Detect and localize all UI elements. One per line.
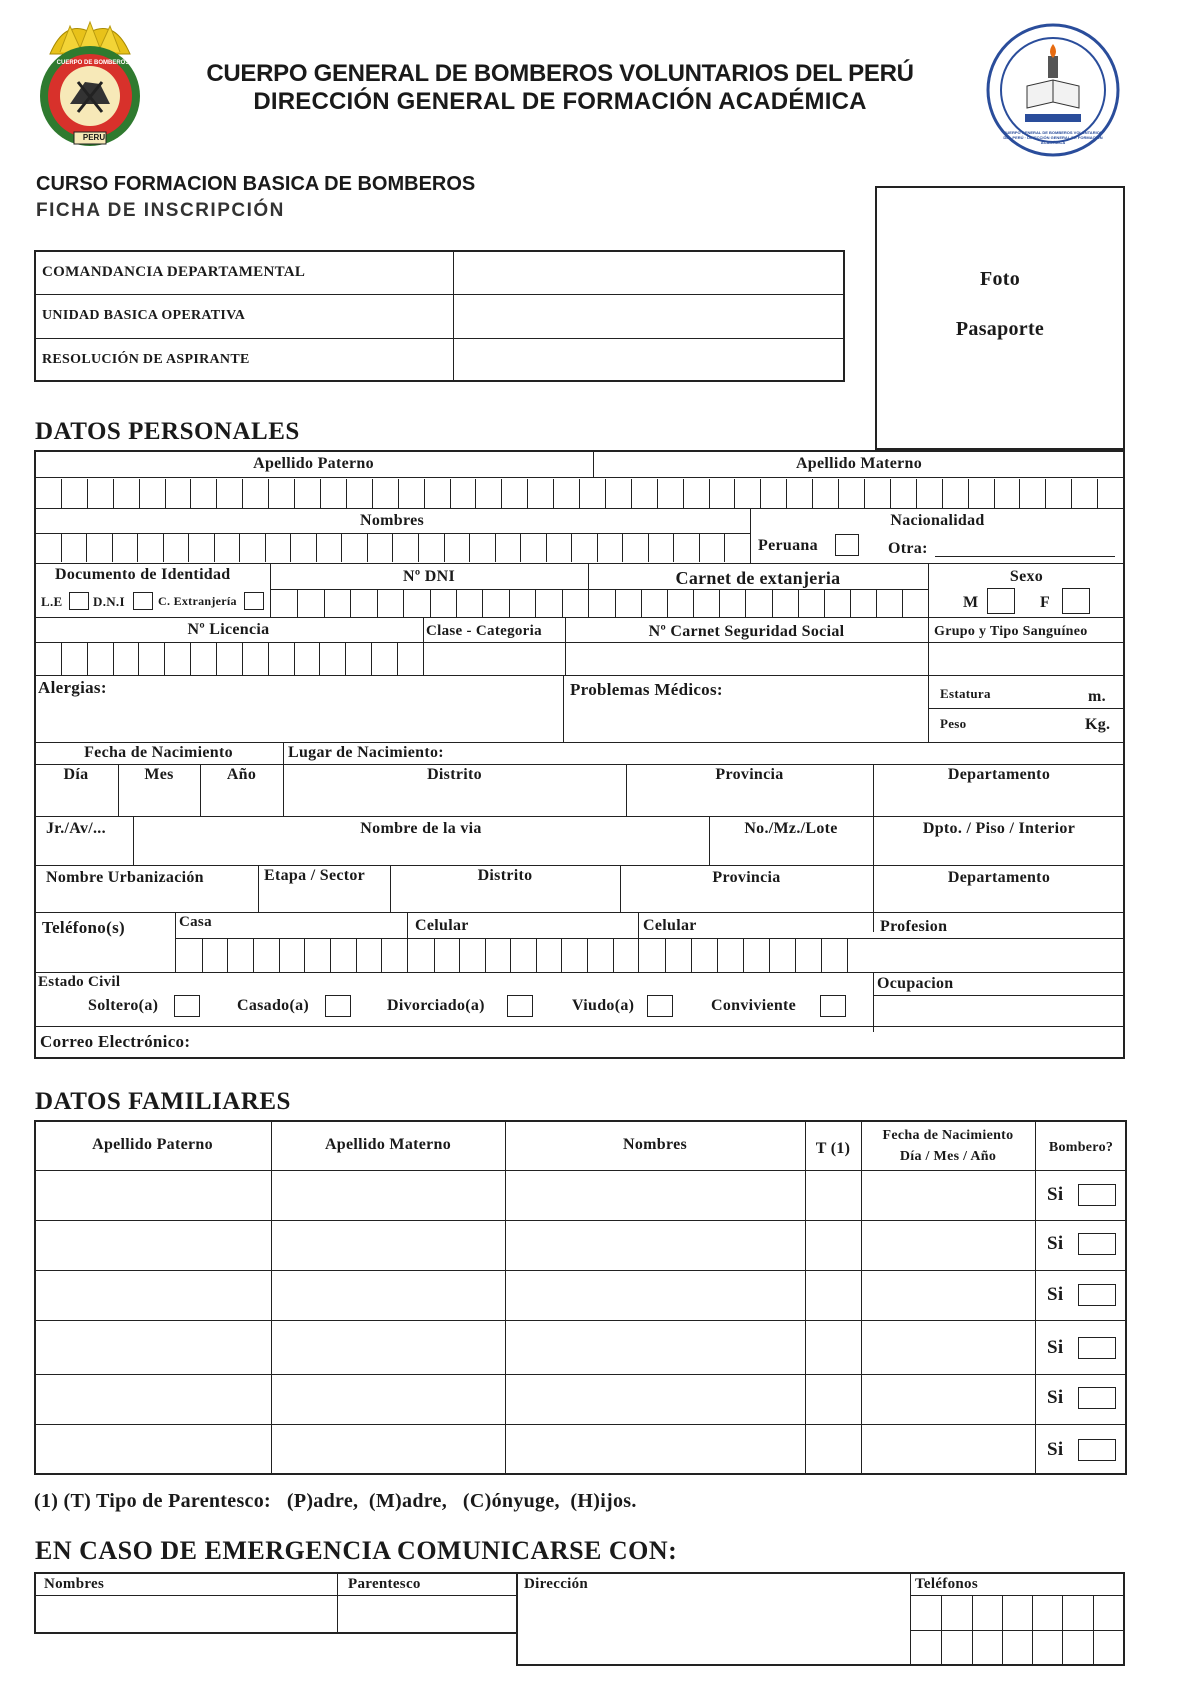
telefonos-label: Teléfono(s) <box>42 918 125 937</box>
fam-col-paterno: Apellido Paterno <box>92 1136 213 1153</box>
comandancia-input[interactable] <box>456 252 843 292</box>
otra-input[interactable] <box>935 556 1115 557</box>
resolucion-input[interactable] <box>456 340 843 380</box>
personal-title: DATOS PERSONALES <box>35 418 300 445</box>
ocupacion-label: Ocupacion <box>877 975 954 992</box>
photo-label-1: Foto <box>979 268 1021 290</box>
apellido-paterno-label: Apellido Paterno <box>253 455 374 472</box>
profesion-label: Profesion <box>880 918 948 935</box>
soltero-label: Soltero(a) <box>88 997 159 1014</box>
problemas-label: Problemas Médicos: <box>570 680 723 699</box>
fam-col-t: T (1) <box>815 1140 851 1157</box>
clase-label: Clase - Categoria <box>426 623 542 639</box>
peruana-checkbox[interactable] <box>835 534 859 556</box>
correo-input[interactable] <box>220 1030 1120 1056</box>
fam-col-bombero: Bombero? <box>1048 1140 1114 1155</box>
profesion-input[interactable] <box>875 940 1123 970</box>
estatura-unit: m. <box>1088 688 1106 705</box>
dni-label: D.N.I <box>93 594 125 609</box>
seguro-label: Nº Carnet Seguridad Social <box>648 623 845 640</box>
casado-checkbox[interactable] <box>325 995 351 1017</box>
tel-casa-cells[interactable] <box>177 939 407 972</box>
carnet-ext-label: Carnet de extanjeria <box>675 568 841 588</box>
emerg-telefonos-label: Teléfonos <box>915 1576 978 1592</box>
fam-col-fecha1: Fecha de Nacimiento <box>882 1128 1014 1143</box>
si-checkbox[interactable] <box>1078 1233 1116 1255</box>
sexo-f-checkbox[interactable] <box>1062 588 1090 614</box>
si-label: Si <box>1047 1439 1064 1460</box>
via-tipo-label: Jr./Av/... <box>46 820 106 837</box>
photo-label-2: Pasaporte <box>955 318 1045 340</box>
estatura-label: Estatura <box>940 686 991 701</box>
sangre-label: Grupo y Tipo Sanguíneo <box>934 624 1088 639</box>
apellidos-cells[interactable] <box>36 479 1123 508</box>
celular2-label: Celular <box>643 917 697 934</box>
problemas-input[interactable] <box>568 702 923 738</box>
casa-label: Casa <box>179 914 212 930</box>
viudo-label: Viudo(a) <box>572 997 635 1014</box>
fam-row[interactable] <box>36 1376 1033 1422</box>
dni-cells[interactable] <box>272 590 588 617</box>
emerg-parentesco-input[interactable] <box>339 1597 516 1632</box>
tel-celular1-cells[interactable] <box>409 939 638 972</box>
viudo-checkbox[interactable] <box>647 995 673 1017</box>
nac-departamento-label: Departamento <box>947 766 1051 783</box>
nacionalidad-label: Nacionalidad <box>890 512 985 529</box>
conviviente-label: Conviviente <box>711 997 797 1014</box>
logo-left-sub: PERU <box>82 133 106 142</box>
otra-label: Otra: <box>888 540 928 557</box>
familiares-title: DATOS FAMILIARES <box>35 1088 291 1115</box>
licencia-cells[interactable] <box>36 643 423 675</box>
via-nombre-label: Nombre de la via <box>360 820 482 837</box>
dia-label: Día <box>63 766 89 783</box>
alergias-label: Alergias: <box>38 678 107 697</box>
logo-right-ring-text: CUERPO GENERAL DE BOMBEROS VOLUNTARIOS DEL PERÚ · DIRECCIÓN GENERAL DE FORMACIÓN ACADÉMICA <box>1003 130 1103 145</box>
si-checkbox[interactable] <box>1078 1184 1116 1206</box>
si-checkbox[interactable] <box>1078 1337 1116 1359</box>
si-label: Si <box>1047 1284 1064 1305</box>
fam-col-fecha2: Día / Mes / Año <box>899 1149 997 1164</box>
course-title: CURSO FORMACION BASICA DE BOMBEROS <box>36 173 476 195</box>
cext-label: C. Extranjería <box>158 594 237 608</box>
si-label: Si <box>1047 1233 1064 1254</box>
divorciado-checkbox[interactable] <box>507 995 533 1017</box>
licencia-label: Nº Licencia <box>187 621 270 638</box>
ndni-label: Nº DNI <box>403 568 455 585</box>
cext-checkbox[interactable] <box>244 592 264 610</box>
seguro-input[interactable] <box>567 644 927 674</box>
resolucion-label: RESOLUCIÓN DE ASPIRANTE <box>42 352 250 367</box>
dpto-label: Dpto. / Piso / Interior <box>922 820 1076 837</box>
si-checkbox[interactable] <box>1078 1439 1116 1461</box>
carnet-ext-cells[interactable] <box>590 590 928 617</box>
tel-celular2-cells[interactable] <box>640 939 873 972</box>
dni-checkbox[interactable] <box>133 592 153 610</box>
si-label: Si <box>1047 1387 1064 1408</box>
emerg-direccion-input[interactable] <box>518 1597 908 1664</box>
course-subtitle: FICHA DE INSCRIPCIÓN <box>36 200 285 221</box>
mes-label: Mes <box>144 766 174 783</box>
si-checkbox[interactable] <box>1078 1284 1116 1306</box>
fam-row[interactable] <box>36 1426 1033 1473</box>
si-label: Si <box>1047 1184 1064 1205</box>
sexo-m-label: M <box>963 594 979 611</box>
ubo-label: UNIDAD BASICA OPERATIVA <box>42 308 246 323</box>
emerg-nombres-label: Nombres <box>44 1576 105 1592</box>
peso-unit: Kg. <box>1085 716 1111 733</box>
fecha-nac-label: Fecha de Nacimiento <box>84 744 233 761</box>
logo-left-ring-text: CUERPO DE BOMBEROS <box>56 60 130 66</box>
dom-provincia-label: Provincia <box>712 869 781 886</box>
sexo-label: Sexo <box>1009 568 1044 585</box>
header-line2: DIRECCIÓN GENERAL DE FORMACIÓN ACADÉMICA <box>253 88 867 115</box>
alergias-input[interactable] <box>38 700 558 738</box>
etapa-label: Etapa / Sector <box>264 867 366 884</box>
urbanizacion-label: Nombre Urbanización <box>46 869 204 886</box>
fam-col-nombres: Nombres <box>622 1136 688 1153</box>
correo-label: Correo Electrónico: <box>40 1032 191 1051</box>
fam-row[interactable] <box>36 1272 1033 1318</box>
parentesco-note: (1) (T) Tipo de Parentesco: (P)adre, (M)adre, (C)ónyuge, (H)ijos. <box>34 1490 637 1512</box>
soltero-checkbox[interactable] <box>174 995 200 1017</box>
dom-distrito-label: Distrito <box>477 867 533 884</box>
si-label: Si <box>1047 1337 1064 1358</box>
nombres-cells[interactable] <box>36 534 750 562</box>
dom-departamento-label: Departamento <box>947 869 1051 886</box>
comandancia-label: COMANDANCIA DEPARTAMENTAL <box>42 264 306 280</box>
casado-label: Casado(a) <box>237 997 310 1014</box>
sexo-m-checkbox[interactable] <box>987 588 1015 614</box>
emergencia-title: EN CASO DE EMERGENCIA COMUNICARSE CON: <box>35 1536 678 1565</box>
emerg-parentesco-label: Parentesco <box>348 1576 421 1592</box>
nac-provincia-label: Provincia <box>715 766 784 783</box>
emerg-tel-cells-1[interactable] <box>912 1596 1123 1630</box>
nombres-label: Nombres <box>359 512 425 529</box>
fam-row[interactable] <box>36 1172 1033 1218</box>
anio-label: Año <box>226 766 257 783</box>
peso-label: Peso <box>940 716 967 731</box>
documento-label: Documento de Identidad <box>55 566 231 583</box>
emerg-direccion-label: Dirección <box>524 1576 589 1592</box>
sexo-f-label: F <box>1040 594 1051 611</box>
le-label: L.E <box>41 594 63 609</box>
header-line1: CUERPO GENERAL DE BOMBEROS VOLUNTARIOS DEL PERÚ <box>206 60 914 87</box>
divorciado-label: Divorciado(a) <box>387 997 485 1014</box>
conviviente-checkbox[interactable] <box>820 995 846 1017</box>
estado-civil-label: Estado Civil <box>38 974 121 990</box>
peruana-label: Peruana <box>758 537 818 554</box>
fam-row[interactable] <box>36 1322 1033 1372</box>
lugar-nac-label: Lugar de Nacimiento: <box>288 744 444 761</box>
fam-row[interactable] <box>36 1222 1033 1268</box>
apellido-materno-label: Apellido Materno <box>795 455 923 472</box>
emerg-nombres-input[interactable] <box>36 1597 335 1632</box>
nac-distrito-label: Distrito <box>427 766 482 783</box>
ubo-input[interactable] <box>456 296 843 336</box>
si-checkbox[interactable] <box>1078 1387 1116 1409</box>
fam-col-materno: Apellido Materno <box>324 1136 452 1153</box>
celular1-label: Celular <box>415 917 469 934</box>
emerg-tel-cells-2[interactable] <box>912 1631 1123 1664</box>
lote-label: No./Mz./Lote <box>744 820 838 837</box>
le-checkbox[interactable] <box>69 592 89 610</box>
